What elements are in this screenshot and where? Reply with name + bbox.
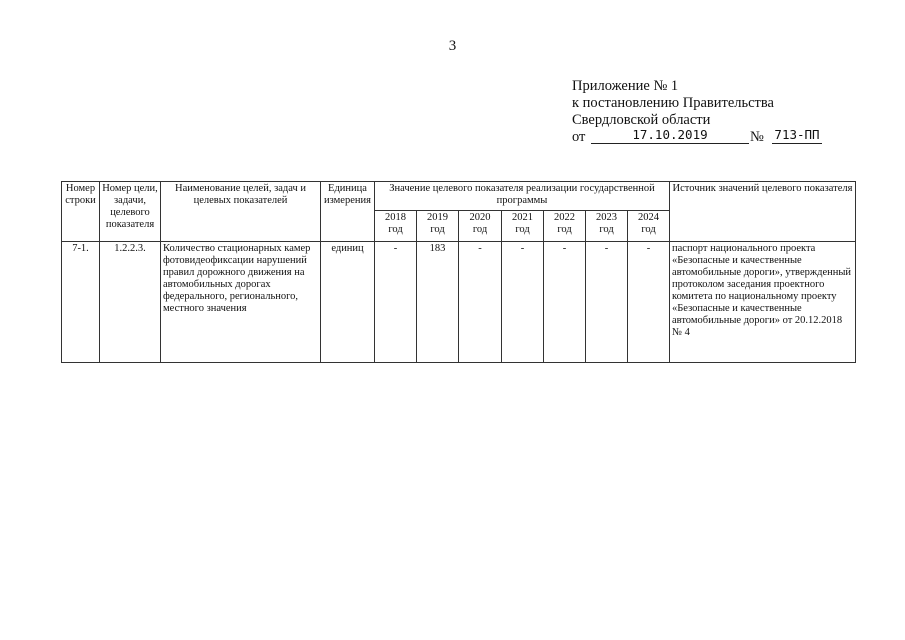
cell-value-2018: -: [375, 242, 417, 363]
header-year: 2021 год: [502, 211, 544, 242]
cell-unit: единиц: [321, 242, 375, 363]
header-source: Источник значений целевого показателя: [670, 182, 856, 242]
resolution-date: 17.10.2019: [591, 126, 749, 144]
header-value-group: Значение целевого показателя реализации государственной программы: [375, 182, 670, 211]
header-year: 2023 год: [586, 211, 628, 242]
targets-table: [61, 181, 856, 363]
header-year: 2024 год: [628, 211, 670, 242]
appendix-resolution-line: к постановлению Правительства: [572, 95, 774, 111]
cell-goal-number: 1.2.2.3.: [100, 242, 161, 363]
cell-value-2019: 183: [417, 242, 459, 363]
cell-value-2020: -: [459, 242, 502, 363]
table-header-row: [62, 182, 856, 211]
cell-value-2021: -: [502, 242, 544, 363]
appendix-title: Приложение № 1: [572, 78, 679, 94]
header-unit: Единица измерения: [321, 182, 375, 242]
cell-value-2023: -: [586, 242, 628, 363]
header-year: 2019 год: [417, 211, 459, 242]
cell-name: Количество стационарных камер фотовидеофиксации нарушений правил дорожного движения на автомобильных дорогах федерального, регионального, местного значения: [161, 242, 321, 363]
resolution-number: 713-ПП: [772, 126, 822, 144]
page-number: 3: [448, 38, 457, 54]
resolution-signature-line: [572, 127, 820, 147]
header-goal-number: Номер цели, задачи, целевого показателя: [100, 182, 161, 242]
cell-value-2022: -: [544, 242, 586, 363]
table-row: [62, 242, 856, 363]
number-label: №: [750, 129, 764, 145]
from-label: от: [572, 129, 586, 145]
appendix-block: [572, 78, 820, 147]
header-row-number: Номер строки: [62, 182, 100, 242]
header-year: 2020 год: [459, 211, 502, 242]
cell-row-number: 7-1.: [62, 242, 100, 363]
cell-source: паспорт национального проекта «Безопасные и качественные автомобильные дороги», утвержденный протоколом заседания проектного комитета по национальному проекту «Безопасные и качественные автомобильные дороги» от 20.12.2018 № 4: [670, 242, 856, 363]
header-name: Наименование целей, задач и целевых показателей: [161, 182, 321, 242]
header-year: 2018 год: [375, 211, 417, 242]
cell-value-2024: -: [628, 242, 670, 363]
header-year: 2022 год: [544, 211, 586, 242]
appendix-region-line: Свердловской области: [572, 112, 711, 128]
